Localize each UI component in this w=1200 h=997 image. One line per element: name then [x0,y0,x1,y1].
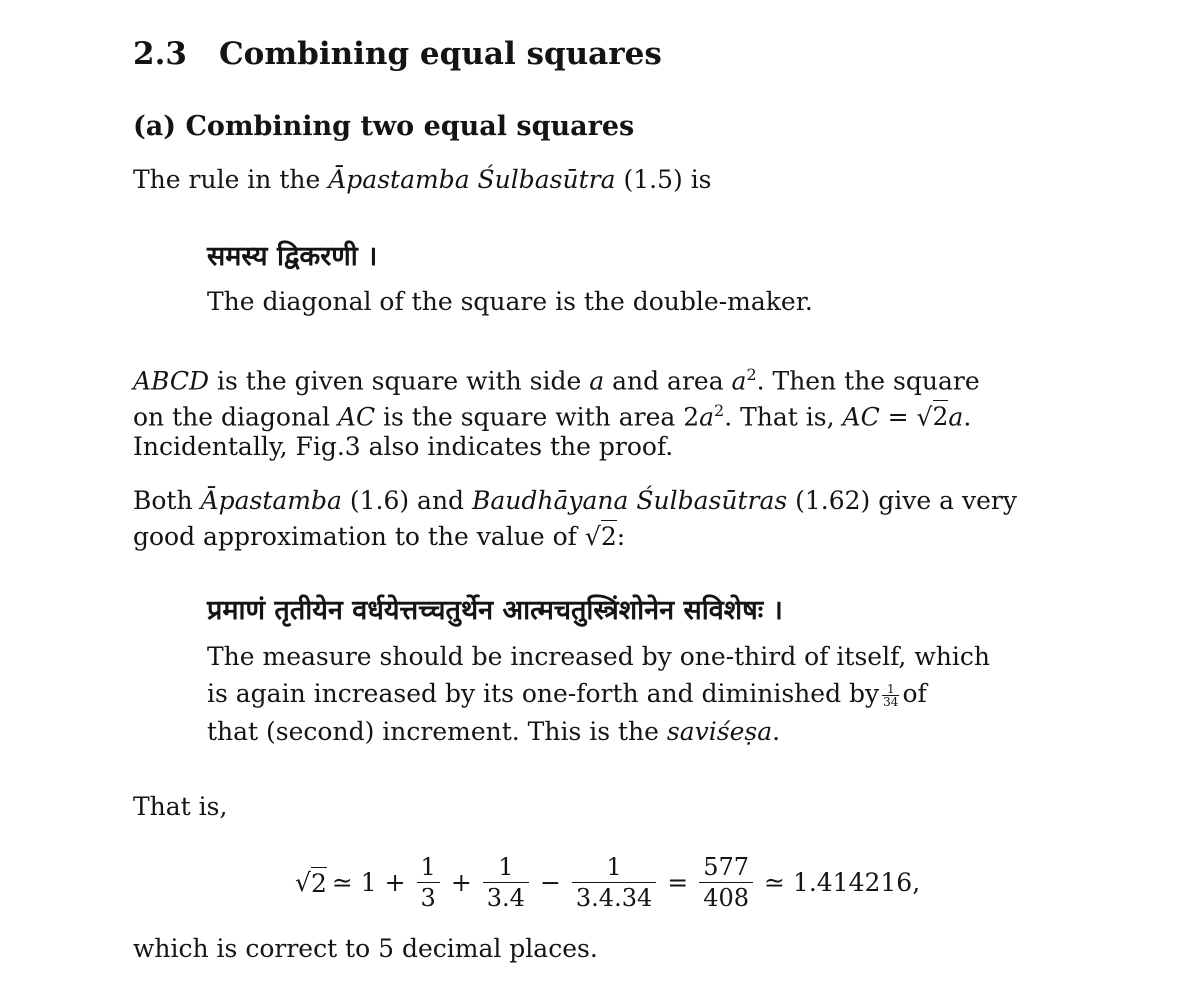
var-a: a [699,402,715,432]
text: . Then the square [756,366,980,396]
para2-line2 [133,396,971,432]
translation-1: The diagonal of the square is the double-maker. [207,287,813,316]
fraction-577-408 [699,852,753,913]
work-title: Āpastamba Śulbasūtra [328,165,616,194]
equals-sqrt: = √ [879,402,933,432]
minus-sign: − [539,867,561,897]
term-savisesa: saviśeṣa [666,717,773,746]
superscript: 2 [746,365,757,384]
para3-line2 [133,522,625,552]
translation-2-line3 [207,717,780,747]
denominator: 408 [699,882,753,913]
numerator: 1 [420,852,436,881]
subsection-heading: (a) Combining two equal squares [133,111,635,142]
superscript: 2 [714,401,725,420]
text: of [902,679,927,708]
fraction-numerator: 1 [882,683,899,696]
text: good approximation to the value of √ [133,522,601,551]
text: : [616,522,626,551]
intro-text-end: (1.5) is [615,165,712,194]
var-a: a [731,366,747,396]
para2-line1 [133,360,980,396]
section-title: Combining equal squares [219,36,662,72]
numerator: 577 [703,852,750,881]
plus-sign: + [450,867,472,897]
denominator: 3.4 [483,882,529,913]
numerator: 1 [606,852,622,881]
work-title: Baudhāyana Śulbasūtras [472,486,788,515]
text: is the given square with side [209,366,590,396]
text: on the diagonal [133,402,338,432]
text: . That is, [724,402,843,432]
text: (1.6) and [341,486,473,515]
text: is the square with area 2 [375,402,700,432]
text: and area [604,366,732,396]
sqrt-radicand: 2 [600,522,617,551]
text: Both [133,486,201,515]
work-title: Āpastamba [200,486,342,515]
denominator: 3 [417,882,440,913]
intro-text: The rule in the [133,165,329,194]
text: that (second) increment. This is the [207,717,667,746]
closing-text: which is correct to 5 decimal places. [133,934,598,963]
translation-2-line2 [207,679,927,709]
text: is again increased by its one-forth and diminished by [207,679,880,708]
translation-2-line1: The measure should be increased by one-third of itself, which [207,642,990,671]
intro-paragraph [133,165,712,195]
text: . [772,717,781,746]
section-number: 2.3 [133,36,187,72]
section-heading [133,36,662,72]
label-abcd: ABCD [133,366,210,396]
var-a: a [948,402,964,432]
text: . [963,402,972,432]
fraction-denominator: 34 [883,695,899,709]
denominator: 3.4.34 [572,882,656,913]
fraction-1-3.4 [483,852,529,913]
para3-line1 [133,486,1017,516]
fraction-1-3 [417,852,440,913]
approx-one-plus: ≃ 1 + [331,867,406,897]
sqrt2-approximation-equation [295,846,925,918]
that-is-text: That is, [133,792,228,821]
var-a: a [589,366,605,396]
sqrt-radicand: 2 [932,402,949,432]
numerator: 1 [498,852,514,881]
label-ac: AC [842,402,880,432]
sqrt-radicand: 2 [310,868,327,898]
text: (1.62) give a very [787,486,1017,515]
sanskrit-verse-1: समस्य द्विकरणी । [207,241,378,272]
result-value: ≃ 1.414216, [764,867,921,897]
equals-sign: = [667,867,689,897]
fraction-1-3.4.34 [572,852,656,913]
sqrt-symbol: √ [295,867,311,897]
para2-line3: Incidentally, Fig.3 also indicates the proof. [133,432,674,461]
fraction-one-over-34 [882,683,899,708]
label-ac: AC [337,402,376,432]
sanskrit-verse-2: प्रमाणं तृतीयेन वर्धयेत्तच्चतुर्थेन आत्मचतुस्त्रिंशोनेन सविशेषः । [207,595,783,626]
